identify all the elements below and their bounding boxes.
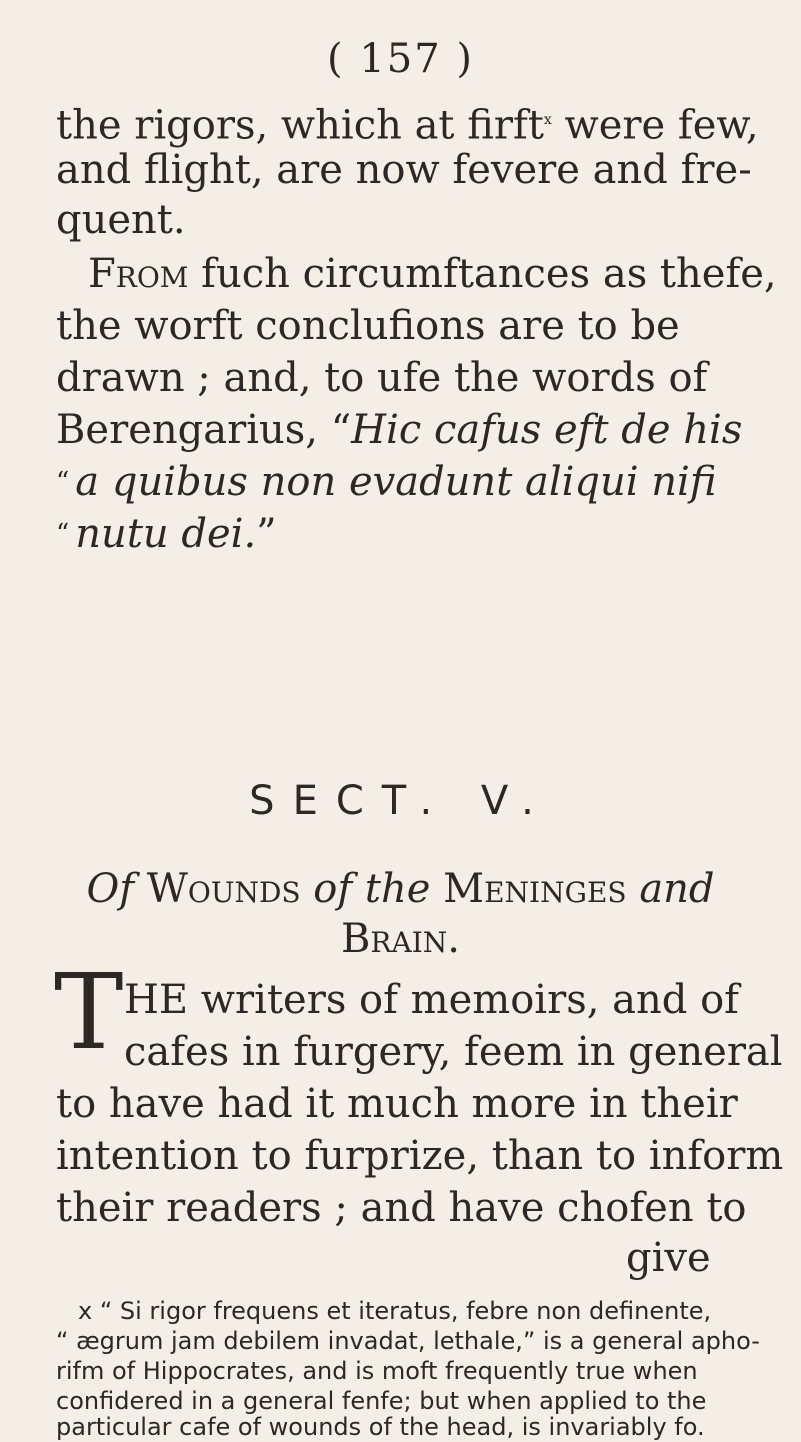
text-line [56,96,759,149]
text-line: HE writers of memoirs, and of [124,977,739,1023]
title-word: Wounds [146,866,301,912]
text-line: drawn ; and, to ufe the words of [56,355,708,401]
text-line: quent. [56,197,186,243]
section-heading: SECT. V. [249,778,552,824]
footnote-line: “ ægrum jam debilem invadat, lethale,” is a general apho- [56,1327,760,1355]
footnote-line: particular cafe of wounds of the head, is invariably fo. [56,1413,705,1441]
text-line: the worft conclufions are to be [56,303,680,349]
title-word: Of [86,866,135,912]
title-word: and [639,866,715,912]
text-line: their readers ; and have chofen to [56,1185,747,1231]
chapter-title-line2: Brain. [341,916,460,962]
text-fragment: Berengarius, “ [56,407,352,453]
italic-quote: Hic cafus eft de his [351,407,743,453]
text-line: to have had it much more in their [56,1081,738,1127]
page-number: ( 157 ) [327,36,474,82]
text-line: and flight, are now fevere and fre- [56,147,752,193]
drop-cap: T [54,951,124,1073]
footnote-line: x “ Si rigor frequens et iteratus, febre non definente, [78,1297,712,1325]
text-line [56,406,742,454]
small-caps-word: From [88,251,189,297]
quote-mark: ” [256,511,277,557]
title-word: of [313,866,353,912]
text-fragment: the rigors, which at firft [56,102,544,149]
text-line [56,458,717,506]
quote-mark: “ [56,519,70,549]
text-fragment: fuch circumftances as thefe, [188,251,777,297]
catchword: give [626,1235,711,1281]
footnote-line: rifm of Hippocrates, and is moft frequently true when [56,1357,698,1385]
italic-quote: nutu dei. [75,511,257,557]
italic-quote: a quibus non evadunt aliqui nifi [75,459,717,505]
chapter-title [0,866,801,912]
title-word: Meninges [443,866,627,912]
quote-mark: “ [56,467,70,497]
text-line: intention to furprize, than to inform [56,1133,784,1179]
text-fragment: were few, [551,102,759,149]
footnote-marker: x [543,112,552,128]
text-line [88,250,777,298]
text-line: cafes in furgery, feem in general [124,1029,783,1075]
footnote-line: confidered in a general fenfe; but when applied to the [56,1387,707,1415]
title-word: the [364,866,431,912]
text-line [56,510,277,558]
